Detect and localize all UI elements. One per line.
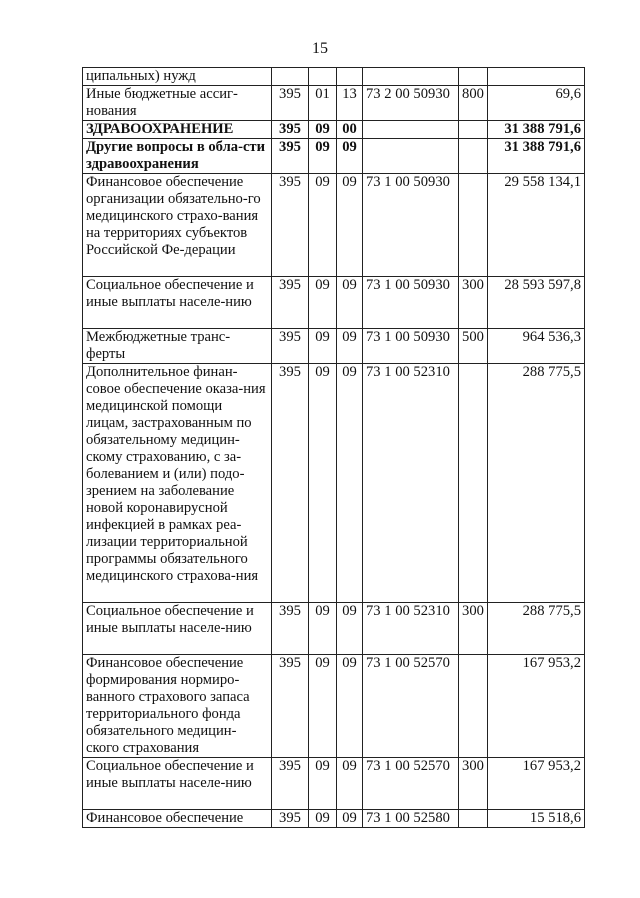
table-row: [83, 329, 585, 364]
expense-type-cell: 300: [459, 603, 488, 655]
target-article-cell: [363, 139, 459, 174]
target-article-cell: [363, 68, 459, 86]
ved-code-cell: 395: [272, 364, 309, 603]
ved-code-cell: 395: [272, 86, 309, 121]
row-name-cell: Финансовое обеспечение формирования нормиро-ванного страхового запаса территориального фонда обязательного медицин-ского страхования: [83, 655, 272, 758]
section-code-cell: 09: [309, 174, 337, 277]
page-number: 15: [312, 40, 328, 57]
amount-cell: 167 953,2: [488, 758, 585, 810]
section-code-cell: 09: [309, 655, 337, 758]
subsection-code-cell: 09: [337, 174, 363, 277]
section-code-cell: 09: [309, 810, 337, 828]
section-code-cell: 09: [309, 603, 337, 655]
expense-type-cell: [459, 68, 488, 86]
row-name-cell: Иные бюджетные ассиг-нования: [83, 86, 272, 121]
ved-code-cell: 395: [272, 758, 309, 810]
section-code-cell: 09: [309, 758, 337, 810]
target-article-cell: 73 1 00 50930: [363, 329, 459, 364]
subsection-code-cell: 09: [337, 329, 363, 364]
table-row: [83, 68, 585, 86]
row-name-cell: ЗДРАВООХРАНЕНИЕ: [83, 121, 272, 139]
ved-code-cell: 395: [272, 329, 309, 364]
subsection-code-cell: 09: [337, 364, 363, 603]
target-article-cell: 73 2 00 50930: [363, 86, 459, 121]
row-name-cell: Дополнительное финан-совое обеспечение оказа-ния медицинской помощи лицам, застрахованным по обязательному медицин-скому страхованию, с за-болеванием и (или) подо-зрением на заболевание новой коронавирусной инфекцией в рамках реа-лизации территориальной программы обязательного медицинского страхова-ния: [83, 364, 272, 603]
table-row: [83, 655, 585, 758]
expense-type-cell: [459, 139, 488, 174]
subsection-code-cell: 00: [337, 121, 363, 139]
table-row: [83, 139, 585, 174]
amount-cell: 29 558 134,1: [488, 174, 585, 277]
section-code-cell: 09: [309, 139, 337, 174]
amount-cell: 31 388 791,6: [488, 121, 585, 139]
section-code-cell: 09: [309, 277, 337, 329]
target-article-cell: 73 1 00 52310: [363, 364, 459, 603]
expense-type-cell: [459, 655, 488, 758]
row-name-cell: Социальное обеспечение и иные выплаты населе-нию: [83, 758, 272, 810]
row-name-cell: Финансовое обеспечение: [83, 810, 272, 828]
row-name-cell: Финансовое обеспечение организации обязательно-го медицинского страхо-вания на территориях субъектов Российской Фе-дерации: [83, 174, 272, 277]
expense-type-cell: 800: [459, 86, 488, 121]
table-row: [83, 121, 585, 139]
ved-code-cell: 395: [272, 277, 309, 329]
section-code-cell: 09: [309, 121, 337, 139]
subsection-code-cell: 09: [337, 603, 363, 655]
amount-cell: 167 953,2: [488, 655, 585, 758]
amount-cell: 69,6: [488, 86, 585, 121]
subsection-code-cell: 09: [337, 655, 363, 758]
row-name-cell: Социальное обеспечение и иные выплаты населе-нию: [83, 277, 272, 329]
expense-type-cell: 500: [459, 329, 488, 364]
ved-code-cell: 395: [272, 603, 309, 655]
row-name-cell: Другие вопросы в обла-сти здравоохранения: [83, 139, 272, 174]
ved-code-cell: 395: [272, 655, 309, 758]
row-name-cell: ципальных) нужд: [83, 68, 272, 86]
ved-code-cell: 395: [272, 810, 309, 828]
section-code-cell: 09: [309, 329, 337, 364]
table-row: [83, 86, 585, 121]
subsection-code-cell: 09: [337, 758, 363, 810]
target-article-cell: 73 1 00 52570: [363, 655, 459, 758]
amount-cell: 964 536,3: [488, 329, 585, 364]
expense-type-cell: [459, 364, 488, 603]
expense-type-cell: 300: [459, 277, 488, 329]
table-row: [83, 174, 585, 277]
ved-code-cell: 395: [272, 174, 309, 277]
budget-table: [82, 67, 585, 828]
subsection-code-cell: 09: [337, 810, 363, 828]
subsection-code-cell: 09: [337, 139, 363, 174]
subsection-code-cell: [337, 68, 363, 86]
amount-cell: 288 775,5: [488, 603, 585, 655]
table-row: [83, 810, 585, 828]
ved-code-cell: 395: [272, 139, 309, 174]
subsection-code-cell: 09: [337, 277, 363, 329]
target-article-cell: 73 1 00 52580: [363, 810, 459, 828]
row-name-cell: Социальное обеспечение и иные выплаты населе-нию: [83, 603, 272, 655]
amount-cell: [488, 68, 585, 86]
target-article-cell: [363, 121, 459, 139]
expense-type-cell: 300: [459, 758, 488, 810]
target-article-cell: 73 1 00 52570: [363, 758, 459, 810]
table-row: [83, 603, 585, 655]
amount-cell: 288 775,5: [488, 364, 585, 603]
section-code-cell: 01: [309, 86, 337, 121]
amount-cell: 31 388 791,6: [488, 139, 585, 174]
target-article-cell: 73 1 00 50930: [363, 174, 459, 277]
expense-type-cell: [459, 121, 488, 139]
target-article-cell: 73 1 00 52310: [363, 603, 459, 655]
target-article-cell: 73 1 00 50930: [363, 277, 459, 329]
table-row: [83, 758, 585, 810]
expense-type-cell: [459, 174, 488, 277]
amount-cell: 28 593 597,8: [488, 277, 585, 329]
ved-code-cell: 395: [272, 121, 309, 139]
row-name-cell: Межбюджетные транс-ферты: [83, 329, 272, 364]
subsection-code-cell: 13: [337, 86, 363, 121]
table-row: [83, 364, 585, 603]
table-row: [83, 277, 585, 329]
section-code-cell: 09: [309, 364, 337, 603]
amount-cell: 15 518,6: [488, 810, 585, 828]
section-code-cell: [309, 68, 337, 86]
ved-code-cell: [272, 68, 309, 86]
expense-type-cell: [459, 810, 488, 828]
